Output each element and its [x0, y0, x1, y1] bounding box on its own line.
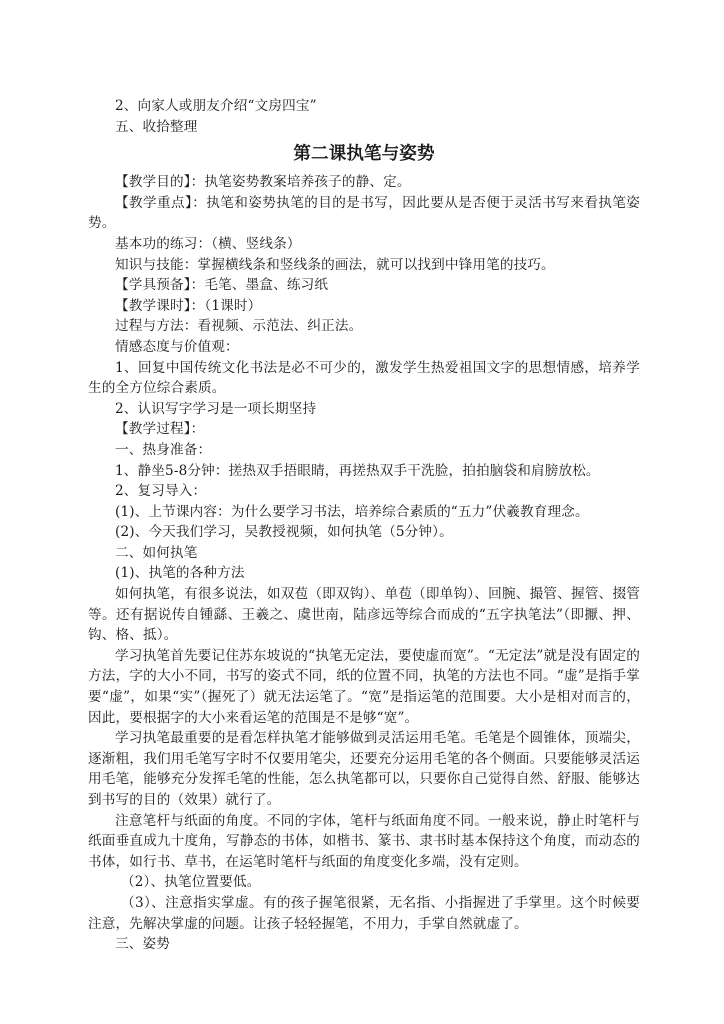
paragraph: （3）、注意指实掌虚。有的孩子握笔很紧，无名指、小指握进了手掌里。这个时候要注意，先解决掌虚的问题。让孩子轻轻握笔，不用力，手掌自然就虚了。: [88, 894, 640, 932]
paragraph: 2、复习导入：: [115, 483, 207, 500]
paragraph: 1、回复中国传统文化书法是必不可少的，激发学生热爱祖国文字的思想情感，培养学生的全方位综合素质。: [88, 359, 640, 397]
subsection-heading: （2）、执笔位置要低。: [121, 874, 261, 891]
paragraph: (2)、今天我们学习，吴教授视频，如何执笔（5分钟）。: [115, 524, 453, 541]
section-heading: 三、姿势: [115, 936, 170, 953]
teaching-focus: 【教学重点】：执笔和姿势执笔的目的是书写，因此要从是否便于灵活书写来看执笔姿势。: [88, 194, 640, 232]
knowledge-skills: 知识与技能：掌握横线条和竖线条的画法，就可以找到中锋用笔的技巧。: [115, 256, 555, 273]
paragraph: (1)、上节课内容：为什么要学习书法，培养综合素质的“五力”伏羲教育理念。: [115, 503, 589, 520]
subsection-heading: (1)、执笔的各种方法: [115, 565, 245, 582]
paragraph: 学习执笔首先要记住苏东坡说的“执笔无定法，要使虚而宽”。“无定法”就是没有固定的方法，字的大小不同，书写的姿式不同，纸的位置不同，执笔的方法也不同。“虚”是指手掌要“虚”，如果“实”（握死了）就无法运笔了。“宽”是指运笔的范围要。大小是相对而言的，因此，要根据字的大小来看运笔的范围是不是够“宽”。: [88, 647, 640, 726]
paragraph: 1、静坐5-8分钟：搓热双手捂眼睛，再搓热双手干洗脸，拍拍脑袋和肩膀放松。: [115, 462, 600, 479]
paragraph: 2、认识写字学习是一项长期坚持: [115, 400, 317, 417]
teaching-goal: 【教学目的】：执笔姿势教案培养孩子的静、定。: [115, 174, 411, 191]
section-heading: 二、如何执笔: [115, 544, 198, 561]
basic-practice: 基本功的练习：（横、竖线条）: [115, 235, 301, 252]
text-line: 2、向家人或朋友介绍“文房四宝”: [115, 98, 317, 114]
section-heading: 五、收拾整理: [115, 118, 198, 135]
document-body: [88, 96, 640, 955]
paragraph: 注意笔杆与纸面的角度。不同的字体，笔杆与纸面角度不同。一般来说，静止时笔杆与纸面垂直成九十度角，写静态的书体，如楷书、篆书、隶书时基本保持这个角度，而动态的书体，如行书、草书，在运笔时笔杆与纸面的角度变化多端，没有定则。: [88, 812, 640, 870]
section-heading: 一、热身准备：: [115, 441, 212, 458]
materials: 【学具预备】：毛笔、墨盒、练习纸: [115, 277, 329, 294]
process-methods: 过程与方法：看视频、示范法、纠正法。: [115, 318, 363, 335]
class-hours: 【教学课时】：（1课时）: [115, 297, 262, 314]
lesson-title: 第二课执笔与姿势: [293, 144, 435, 165]
teaching-process-heading: 【教学过程】：: [115, 421, 205, 438]
paragraph: 如何执笔，有很多说法，如双苞（即双钩）、单苞（即单钩）、回腕、撮管、握管、掇管等。还有据说传自锺繇、王羲之、虞世南，陆彦远等综合而成的“五字执笔法”（即擫、押、钩、格、抵）。: [88, 586, 640, 644]
emotion-values: 情感态度与价值观：: [115, 338, 239, 355]
paragraph: 学习执笔最重要的是看怎样执笔才能够做到灵活运用毛笔。毛笔是个圆锥体，顶端尖，逐渐粗，我们用毛笔写字时不仅要用笔尖，还要充分运用毛笔的各个侧面。只要能够灵活运用毛笔，能够充分发挥毛笔的性能，怎么执笔都可以，只要你自己觉得自然、舒服、能够达到书写的目的（效果）就行了。: [88, 730, 640, 808]
